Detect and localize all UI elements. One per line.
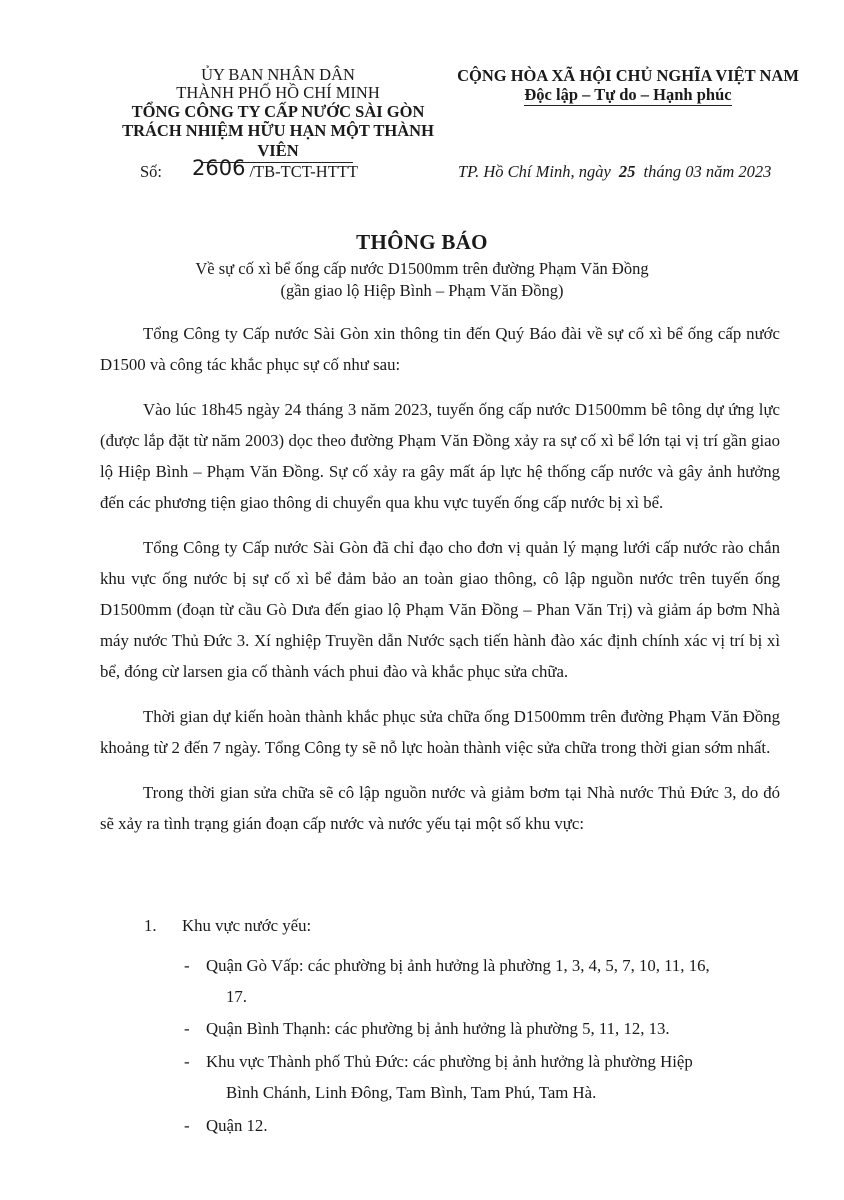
list-heading-text: Khu vực nước yếu: <box>182 916 312 935</box>
paragraph-3: Tổng Công ty Cấp nước Sài Gòn đã chỉ đạo cho đơn vị quản lý mạng lưới cấp nước rào chắn khu vực ống nước bị sự cố xì bể đảm bảo an toàn giao thông, cô lập nguồn nước trên tuyến ống D1500mm (đoạn từ cầu Gò Dưa đến giao lộ Phạm Văn Đồng – Phan Văn Trị) và giảm áp bơm Nhà máy nước Thủ Đức 3. Xí nghiệp Truyền dẫn Nước sạch tiến hành đào xác định chính xác vị trí bị xì bể, đóng cừ larsen gia cố thành vách phui đào và khắc phục sửa chữa. <box>100 538 780 681</box>
subtitle-line-2: (gần giao lộ Hiệp Bình – Phạm Văn Đồng) <box>280 281 564 300</box>
list-item-dash: - <box>184 1052 190 1071</box>
issuer-line-4: TRÁCH NHIỆM HỮU HẠN MỘT THÀNH VIÊN <box>122 121 434 160</box>
list-item-text: Quận 12. <box>206 1116 268 1135</box>
paragraph-2: Vào lúc 18h45 ngày 24 tháng 3 năm 2023, tuyến ống cấp nước D1500mm bê tông dự ứng lực (được lắp đặt từ năm 2003) dọc theo đường Phạm Văn Đồng xảy ra sự cố xì bể lớn tại vị trí gần giao lộ Hiệp Bình – Phạm Văn Đồng. Sự cố xảy ra gây mất áp lực hệ thống cấp nước và gây ảnh hưởng đến các phương tiện giao thông di chuyển qua khu vực tuyến ống cấp nước bị xì bể. <box>100 400 780 512</box>
issuer-line-3: TỔNG CÔNG TY CẤP NƯỚC SÀI GÒN <box>131 102 425 121</box>
date-day: 25 <box>618 162 636 181</box>
national-title: CỘNG HÒA XÃ HỘI CHỦ NGHĨA VIỆT NAM <box>457 66 799 85</box>
list-item <box>184 1013 784 1044</box>
national-motto: Độc lập – Tự do – Hạnh phúc <box>524 85 732 104</box>
list-item-text: Khu vực Thành phố Thủ Đức: các phường bị ảnh hưởng là phường Hiệp <box>206 1052 693 1071</box>
list-item-continuation: Bình Chánh, Linh Đông, Tam Bình, Tam Phú, Tam Hà. <box>226 1083 597 1102</box>
paragraph-5: Trong thời gian sửa chữa sẽ cô lập nguồn nước và giảm bơm tại Nhà nước Thủ Đức 3, do đó sẽ xảy ra tình trạng gián đoạn cấp nước và nước yếu tại một số khu vực: <box>100 783 780 833</box>
document-title: THÔNG BÁO <box>356 230 488 254</box>
list-number: 1. <box>144 916 157 935</box>
list-item <box>184 1046 784 1108</box>
list-item <box>184 1110 784 1141</box>
date-part-2: tháng 03 năm 2023 <box>643 162 772 181</box>
document-body <box>100 318 780 853</box>
list-item-dash: - <box>184 956 190 975</box>
issuer-header <box>108 66 448 163</box>
paragraph-1: Tổng Công ty Cấp nước Sài Gòn xin thông tin đến Quý Báo đài về sự cố xì bể ống cấp nước D1500 và công tác khắc phục sự cố như sau: <box>100 324 780 374</box>
issuer-line-1: ỦY BAN NHÂN DÂN <box>201 65 355 84</box>
issuer-line-2: THÀNH PHỐ HỒ CHÍ MINH <box>176 83 380 102</box>
subtitle-line-1: Về sự cố xì bể ống cấp nước D1500mm trên đường Phạm Văn Đồng <box>195 259 649 278</box>
date-part-1: TP. Hồ Chí Minh, ngày <box>458 162 611 181</box>
list-item-dash: - <box>184 1116 190 1135</box>
list-item-continuation: 17. <box>226 987 247 1006</box>
list-item <box>184 950 784 1012</box>
doc-number-prefix: Số: <box>140 162 163 181</box>
document-subtitle <box>0 258 844 302</box>
list-heading <box>144 916 311 936</box>
doc-number-suffix: /TB-TCT-HTTT <box>249 162 358 181</box>
document-number <box>140 158 358 182</box>
issue-date <box>458 162 771 182</box>
list-item-dash: - <box>184 1019 190 1038</box>
list-item-text: Quận Bình Thạnh: các phường bị ảnh hưởng là phường 5, 11, 12, 13. <box>206 1019 670 1038</box>
list-item-text: Quận Gò Vấp: các phường bị ảnh hưởng là phường 1, 3, 4, 5, 7, 10, 11, 16, <box>206 956 710 975</box>
paragraph-4: Thời gian dự kiến hoàn thành khắc phục sửa chữa ống D1500mm trên đường Phạm Văn Đồng khoảng từ 2 đến 7 ngày. Tổng Công ty sẽ nỗ lực hoàn thành việc sửa chữa trong thời gian sớm nhất. <box>100 707 780 757</box>
national-header <box>442 66 814 106</box>
doc-number-value: 2606 <box>192 156 246 180</box>
